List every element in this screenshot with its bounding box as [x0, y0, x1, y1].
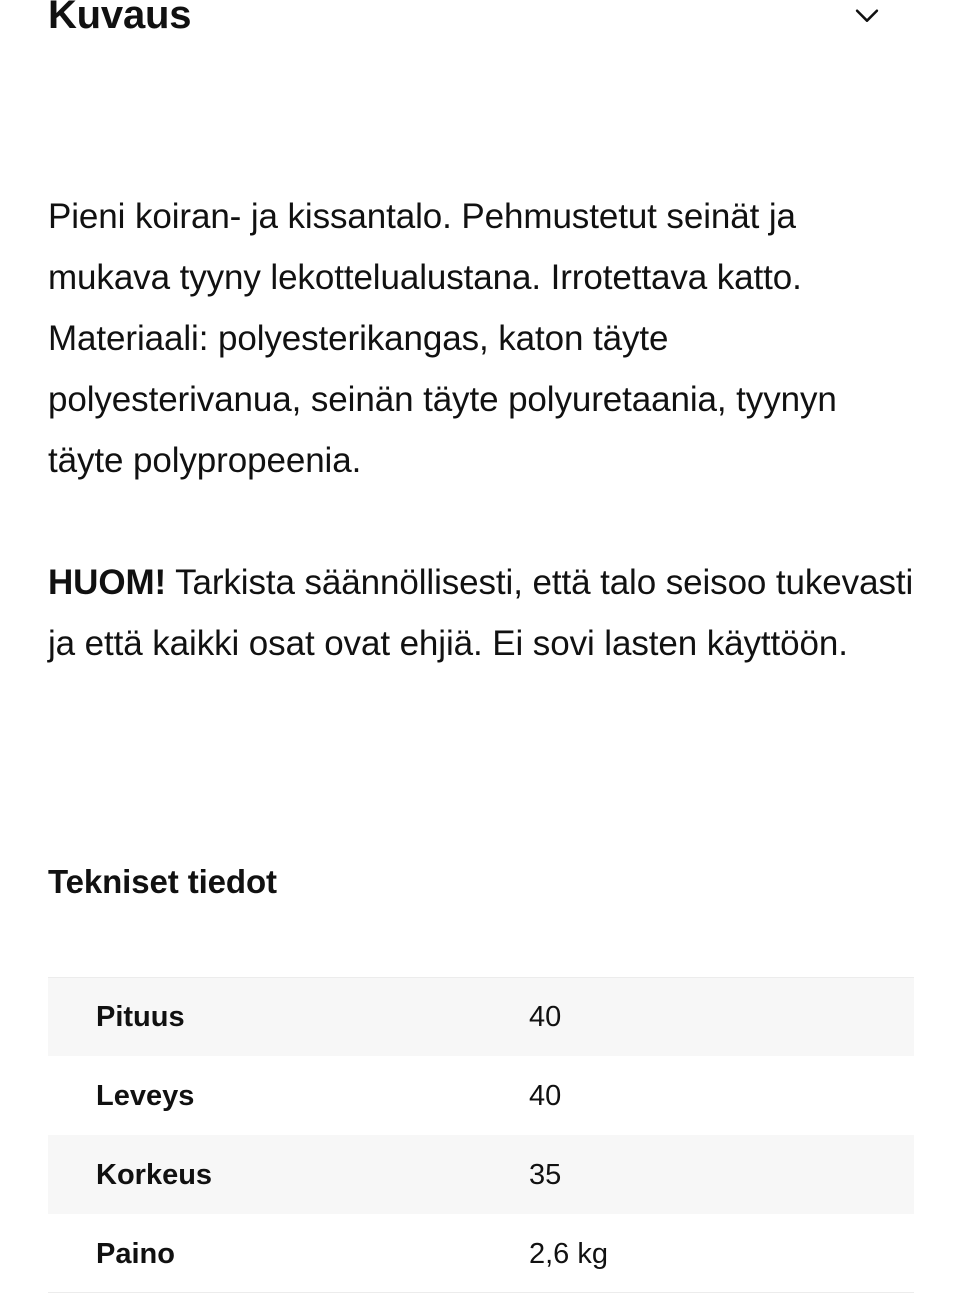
spec-label: Leveys — [96, 1079, 195, 1112]
spec-value: 2,6 kg — [481, 1214, 914, 1293]
page-title: Kuvaus — [48, 0, 192, 37]
warning-paragraph — [48, 552, 920, 674]
spec-label: Paino — [48, 1214, 481, 1293]
spec-value: 40 — [481, 977, 914, 1056]
table-row — [48, 1056, 914, 1135]
technical-details-heading: Tekniset tiedot — [48, 863, 277, 900]
technical-details-table — [48, 977, 914, 1293]
table-row — [48, 977, 914, 1056]
warning-text: Tarkista säännöllisesti, että talo seisoo tukevasti ja että kaikki osat ovat ehjiä. Ei sovi lasten käyttöön. — [48, 563, 914, 663]
description-paragraph: Pieni koiran- ja kissantalo. Pehmustetut seinät ja mukava tyyny lekottelualustana. Irrotettava katto. Materiaali: polyesterikangas, katon täyte polyesterivanua, seinän täyte polyuretaania, tyynyn täyte polypropeenia. — [48, 197, 837, 480]
spec-value: 35 — [529, 1158, 562, 1191]
description-section-header[interactable] — [0, 0, 960, 50]
table-row — [48, 1135, 914, 1214]
spec-label: Pituus — [48, 977, 481, 1056]
spec-value: 40 — [529, 1079, 562, 1112]
warning-label: HUOM! — [48, 563, 167, 602]
spec-label: Korkeus — [96, 1158, 213, 1191]
chevron-down-icon[interactable] — [850, 0, 884, 32]
table-row — [48, 1214, 914, 1293]
table-body — [48, 977, 914, 1293]
